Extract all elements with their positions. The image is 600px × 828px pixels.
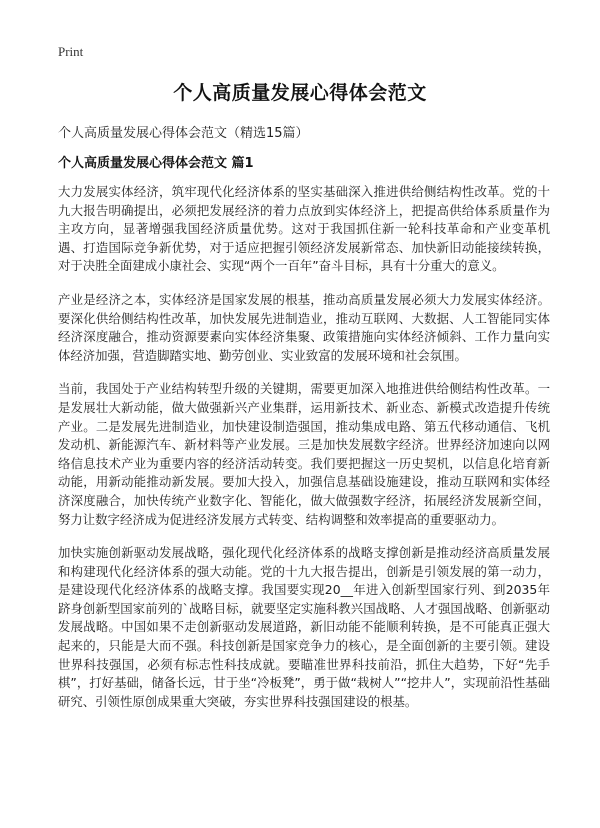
paragraph-1: 大力发展实体经济，筑牢现代化经济体系的坚实基础深入推进供给侧结构性改革。党的十九大报告明确提出，必须把发展经济的着力点放到实体经济上，把提高供给体系质量作为主攻方向，显著增强我国经济质量优势。这对于我国抓住新一轮科技革命和产业变革机遇、打造国际竞争新优势，对于适应把握引领经济发展新常态、加快新旧动能接续转换，对于决胜全面建成小康社会、实现“两个一百年”奋斗目标，具有十分重大的意义。 [58,184,550,274]
print-link[interactable]: Print [58,44,84,59]
document-subtitle: 个人高质量发展心得体会范文（精选15篇） [58,126,309,141]
article-body [58,183,550,726]
section-heading: 个人高质量发展心得体会范文 篇1 [58,156,254,171]
paragraph-4: 加快实施创新驱动发展战略，强化现代化经济体系的战略支撑创新是推动经济高质量发展和构建现代化经济体系的强大动能。党的十九大报告提出，创新是引领发展的第一动力，是建设现代化经济体系的战略支撑。我国要实现20__年进入创新型国家行列、到2035年跻身创新型国家前列的`战略目标，就要坚定实施科教兴国战略、人才强国战略、创新驱动发展战略。中国如果不走创新驱动发展道路，新旧动能不能顺利转换，是不可能真正强大起来的，只能是大而不强。科技创新是国家竞争力的核心，是全面创新的主要引领。建设世界科技强国，必须有标志性科技成就。要瞄准世界科技前沿，抓住大趋势，下好“先手棋”，打好基础，储备长远，甘于坐“冷板凳”，勇于做“栽树人”“挖井人”，实现前沿性基础研究、引领性原创成果重大突破，夯实世界科技强国建设的根基。 [58,545,550,709]
paragraph-3: 当前，我国处于产业结构转型升级的关键期，需要更加深入地推进供给侧结构性改革。一是发展壮大新动能，做大做强新兴产业集群，运用新技术、新业态、新模式改造提升传统产业。二是发展先进制造业，加快建设制造强国，推动集成电路、第五代移动通信、飞机发动机、新能源汽车、新材料等产业发展。三是加快发展数字经济。世界经济加速向以网络信息技术产业为重要内容的经济活动转变。我们要把握这一历史契机，以信息化培育新动能，用新动能推动新发展。要加大投入，加强信息基础设施建设，推动互联网和实体经济深度融合，加快传统产业数字化、智能化，做大做强数字经济，拓展经济发展新空间，努力让数字经济成为促进经济发展方式转变、结构调整和效率提高的重要驱动力。 [58,381,550,527]
paragraph-2: 产业是经济之本，实体经济是国家发展的根基，推动高质量发展必须大力发展实体经济。要深化供给侧结构性改革，加快发展先进制造业，推动互联网、大数据、人工智能同实体经济深度融合，推动资源要素向实体经济集聚、政策措施向实体经济倾斜、工作力量向实体经济加强，营造脚踏实地、勤劳创业、实业致富的发展环境和社会氛围。 [58,291,550,363]
page-title: 个人高质量发展心得体会范文 [173,82,427,104]
